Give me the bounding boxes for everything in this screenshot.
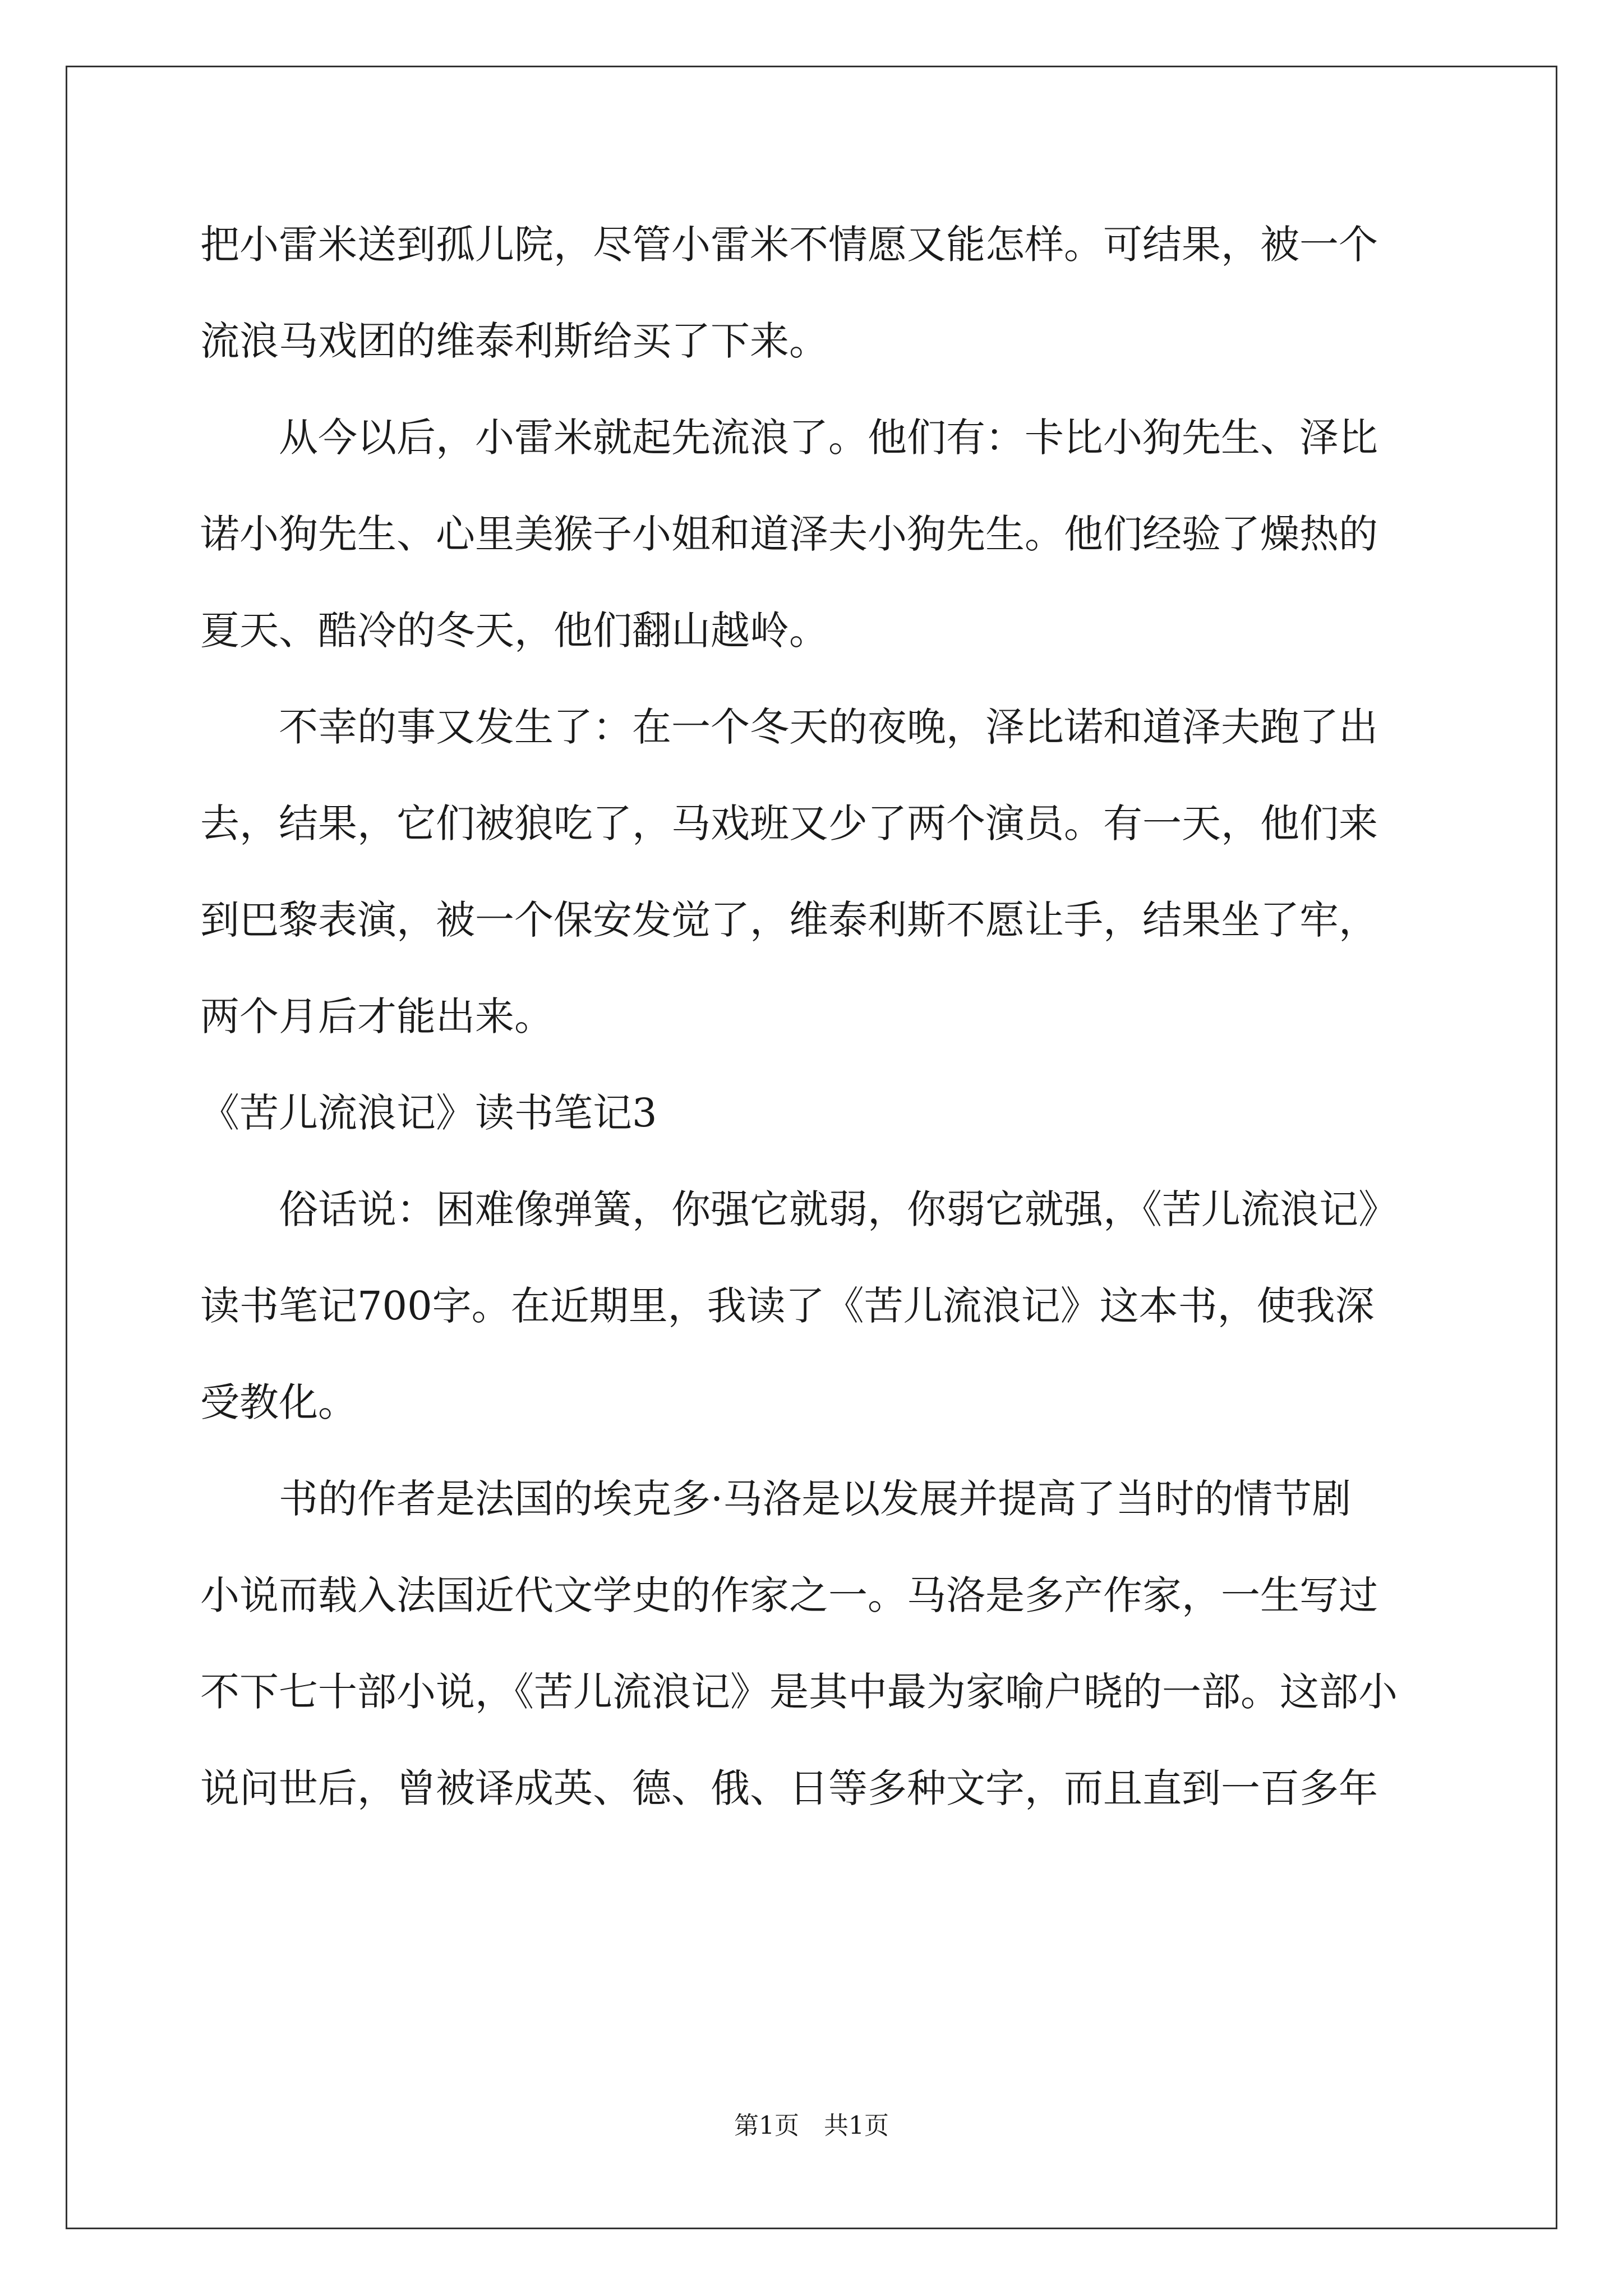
text-line: 小说而载入法国近代文学史的作家之一。马洛是多产作家，一生写过 xyxy=(200,1572,1378,1618)
text-line: 书的作者是法国的埃克多·马洛是以发展并提高了当时的情节剧 xyxy=(200,1476,1352,1522)
document-body xyxy=(200,196,1440,1837)
text-line: 流浪马戏团的维泰利斯给买了下来。 xyxy=(200,318,828,364)
section-heading: 《苦儿流浪记》读书笔记3 xyxy=(200,1090,657,1136)
text-line: 不幸的事又发生了：在一个冬天的夜晚，泽比诺和道泽夫跑了出 xyxy=(200,704,1378,750)
text-line: 俗话说：困难像弹簧，你强它就弱，你弱它就强，《苦儿流浪记》 xyxy=(200,1186,1398,1232)
text-line: 读书笔记700字。在近期里，我读了《苦儿流浪记》这本书，使我深 xyxy=(200,1283,1375,1329)
text-line: 从今以后，小雷米就起先流浪了。他们有：卡比小狗先生、泽比 xyxy=(200,415,1378,461)
text-line: 去，结果，它们被狼吃了，马戏班又少了两个演员。有一天，他们来 xyxy=(200,800,1378,846)
text-line: 说问世后，曾被译成英、德、俄、日等多种文字，而且直到一百多年 xyxy=(200,1765,1378,1811)
text-line: 受教化。 xyxy=(200,1379,357,1425)
text-line: 不下七十部小说，《苦儿流浪记》是其中最为家喻户晓的一部。这部小 xyxy=(200,1669,1398,1715)
text-line: 夏天、酷冷的冬天，他们翻山越岭。 xyxy=(200,608,828,654)
page-footer: 第1页 共1页 xyxy=(734,2111,889,2140)
text-line: 诺小狗先生、心里美猴子小姐和道泽夫小狗先生。他们经验了燥热的 xyxy=(200,511,1378,557)
text-line: 两个月后才能出来。 xyxy=(200,993,554,1039)
text-line: 把小雷米送到孤儿院，尽管小雷米不情愿又能怎样。可结果，被一个 xyxy=(200,222,1378,268)
text-line: 到巴黎表演，被一个保安发觉了，维泰利斯不愿让手，结果坐了牢， xyxy=(200,897,1378,943)
